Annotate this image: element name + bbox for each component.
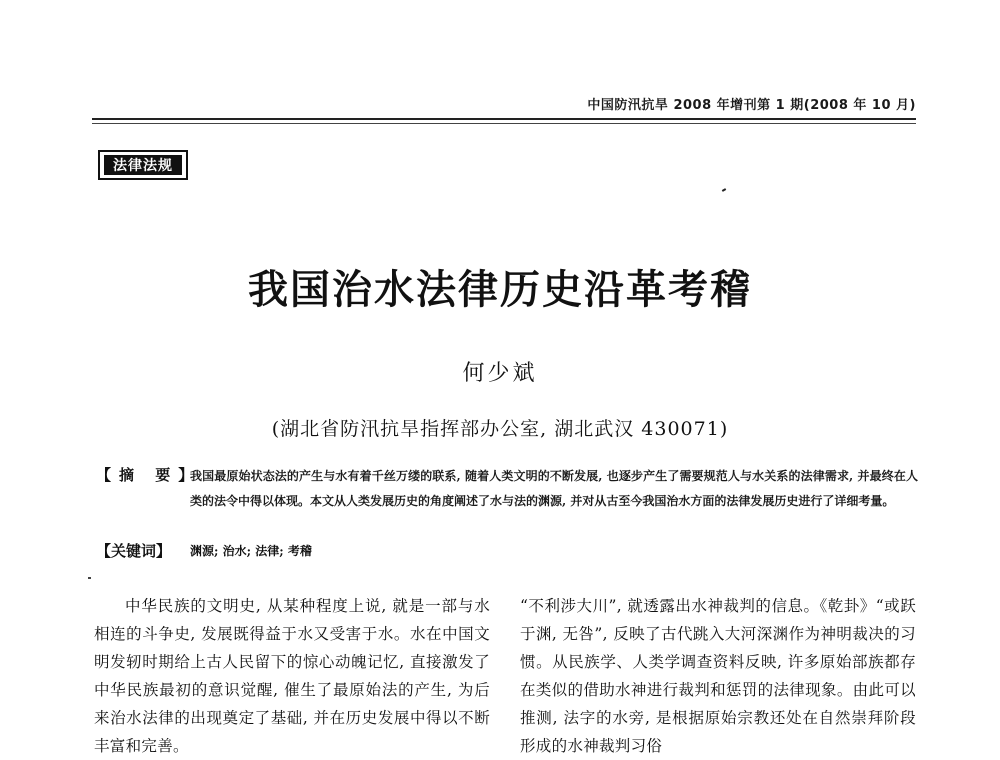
section-tag-label: 法律法规 xyxy=(104,155,182,175)
header-rule-thin xyxy=(92,123,916,124)
scan-speck xyxy=(88,577,91,579)
section-tag xyxy=(98,150,188,180)
keywords-label: 【关键词】 xyxy=(96,542,172,560)
scan-speck xyxy=(722,188,726,192)
article-title: 我国治水法律历史沿革考稽 xyxy=(248,266,752,313)
author-affiliation: (湖北省防汛抗旱指挥部办公室, 湖北武汉 430071) xyxy=(271,418,729,440)
article-author: 何少斌 xyxy=(462,361,538,386)
abstract-label: 【摘 要】 xyxy=(96,466,202,484)
abstract-text: 我国最原始状态法的产生与水有着千丝万缕的联系, 随着人类文明的不断发展, 也逐步产生了需要规范人与水关系的法律需求, 并最终在人类的法令中得以体现。本文从人类发展历史的角度阐述了水与法的渊源, 并对从古至今我国治水方面的法律发展历史进行了详细考量。 xyxy=(190,469,918,508)
journal-header: 中国防汛抗旱 2008 年增刊第 1 期(2008 年 10 月) xyxy=(587,98,916,113)
header-rule xyxy=(92,118,916,120)
body-column-left: 中华民族的文明史, 从某种程度上说, 就是一部与水相连的斗争史, 发展既得益于水又受害于水。水在中国文明发轫时期给上古人民留下的惊心动魄记忆, 直接激发了中华民族最初的意识觉醒, 催生了最原始法的产生, 为后来治水法律的出现奠定了基础, 并在历史发展中得以不断丰富和完善。 xyxy=(94,597,490,755)
keywords-text: 渊源; 治水; 法律; 考稽 xyxy=(190,544,312,558)
body-column-right: “不利涉大川”, 就透露出水神裁判的信息。《乾卦》“或跃于渊, 无咎”, 反映了古代跳入大河深渊作为神明裁决的习惯。从民族学、人类学调查资料反映, 许多原始部族都存在类似的借助水神进行裁判和惩罚的法律现象。由此可以推测, 法字的水旁, 是根据原始宗教还处在自然崇拜阶段形成的水神裁判习俗 xyxy=(520,597,916,755)
